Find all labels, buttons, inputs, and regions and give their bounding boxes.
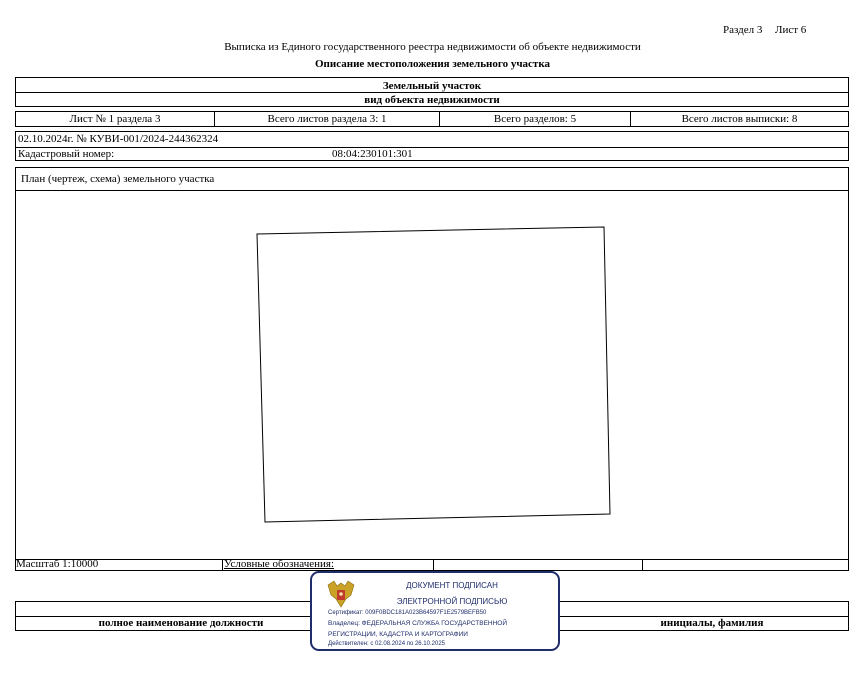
divider	[16, 147, 848, 148]
section-number: Раздел 3	[723, 24, 763, 36]
document-subtitle: Описание местоположения земельного участка	[314, 58, 551, 70]
certificate-owner-line-2: РЕГИСТРАЦИИ, КАДАСТРА И КАРТОГРАФИИ	[328, 631, 468, 638]
sheet-info-row	[15, 111, 849, 127]
object-type: Земельный участок	[382, 80, 482, 92]
object-type-block	[15, 77, 849, 107]
document-ref: 02.10.2024г. № КУВИ-001/2024-244362324	[18, 133, 219, 145]
sheet-of-section: Лист № 1 раздела 3	[16, 112, 215, 126]
scale-label: Масштаб 1:10000	[16, 558, 99, 570]
certificate-owner-line-1: Владелец: ФЕДЕРАЛЬНАЯ СЛУЖБА ГОСУДАРСТВЕННОЙ	[328, 620, 508, 627]
object-type-caption: вид объекта недвижимости	[364, 94, 500, 106]
cadastral-number: 08:04:230101:301	[332, 148, 413, 160]
divider	[16, 559, 848, 560]
signature-line-2: ЭЛЕКТРОННОЙ ПОДПИСЬЮ	[396, 597, 508, 606]
document-title: Выписка из Единого государственного реестра недвижимости об объекте недвижимости	[224, 41, 641, 53]
certificate-number: Сертификат: 009F0BDC181A023B64597F1E2579BEFB50	[328, 610, 487, 616]
initials-caption: инициалы, фамилия	[660, 617, 764, 629]
plan-frame	[15, 167, 849, 571]
cadastral-label: Кадастровый номер:	[18, 148, 115, 160]
divider	[433, 559, 434, 570]
total-sheets-extract: Всего листов выписки: 8	[681, 113, 798, 125]
signature-line-1: ДОКУМЕНТ ПОДПИСАН	[406, 581, 498, 590]
divider	[222, 559, 223, 570]
total-sheets-section: Всего листов раздела 3: 1	[215, 112, 440, 126]
divider	[16, 92, 848, 93]
sheet-number: Лист 6	[775, 24, 807, 36]
legend-label: Условные обозначения:	[224, 558, 335, 570]
position-caption: полное наименование должности	[98, 617, 264, 629]
electronic-signature-stamp	[310, 571, 560, 651]
land-plot-boundary	[257, 227, 610, 522]
total-sections: Всего разделов: 5	[440, 112, 631, 126]
plan-title: План (чертеж, схема) земельного участка	[21, 173, 215, 185]
divider	[642, 559, 643, 570]
land-plot-drawing	[16, 168, 848, 570]
certificate-validity: Действителен: с 02.08.2024 по 26.10.2025	[328, 641, 445, 647]
document-ref-block	[15, 131, 849, 161]
